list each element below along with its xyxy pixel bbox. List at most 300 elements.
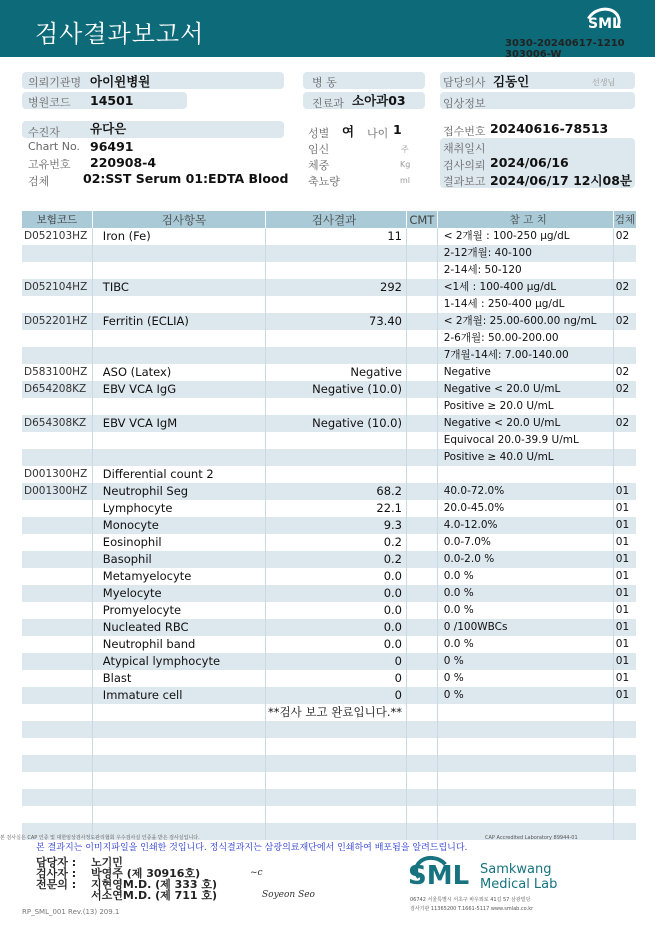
cell-result: 0.2 (266, 551, 407, 568)
urine-unit: ml (400, 176, 411, 185)
cell-result (266, 262, 407, 279)
table-row (22, 551, 636, 568)
table-row (22, 364, 636, 381)
cell-insurance-code: D052104HZ (22, 279, 92, 296)
cell-cmt (406, 517, 437, 534)
cell-test-item: Immature cell (92, 687, 265, 704)
age: 1 (393, 122, 402, 137)
cell-specimen-code (613, 398, 636, 415)
empty-row (22, 789, 636, 806)
cell-specimen-code: 01 (613, 483, 636, 500)
cell-test-item (92, 721, 265, 738)
chart-no: 96491 (90, 139, 134, 154)
cell-specimen-code (613, 296, 636, 313)
cell-test-item: Promyelocyte (92, 602, 265, 619)
cell-specimen-code: 01 (613, 619, 636, 636)
cell-result (266, 789, 407, 806)
table-row (22, 262, 636, 279)
request-label: 검사의뢰 (443, 159, 486, 172)
doctor-suffix: 선생님 (592, 78, 616, 87)
cell-test-item: EBV VCA IgM (92, 415, 265, 432)
cell-specimen-code: 02 (613, 415, 636, 432)
cell-cmt (406, 551, 437, 568)
cell-insurance-code (22, 619, 92, 636)
cell-insurance-code (22, 551, 92, 568)
empty-row (22, 738, 636, 755)
cell-test-item (92, 330, 265, 347)
cell-result: 0.0 (266, 636, 407, 653)
dept: 소아과03 (352, 93, 406, 108)
cell-specimen-code (613, 262, 636, 279)
cell-specimen-code (613, 466, 636, 483)
cell-specimen-code (613, 330, 636, 347)
cell-cmt (406, 347, 437, 364)
cell-reference: 40.0-72.0% (437, 483, 613, 500)
cell-specimen-code (613, 347, 636, 364)
cell-cmt (406, 619, 437, 636)
cell-result: 73.40 (266, 313, 407, 330)
cell-test-item (92, 806, 265, 823)
empty-row (22, 806, 636, 823)
cell-result (266, 806, 407, 823)
table-row (22, 432, 636, 449)
cell-result (266, 823, 407, 840)
cell-insurance-code (22, 738, 92, 755)
staff-role: 전문의 : (36, 878, 77, 891)
company-name-2: Medical Lab (480, 877, 558, 892)
cell-reference: Negative < 20.0 U/mL (437, 381, 613, 398)
cell-insurance-code (22, 721, 92, 738)
cell-specimen-code: 02 (613, 313, 636, 330)
cell-test-item: Myelocyte (92, 585, 265, 602)
report-date: 2024/06/17 12시08분 (490, 173, 633, 188)
cell-reference: 0.0 % (437, 636, 613, 653)
cell-insurance-code (22, 500, 92, 517)
cell-cmt (406, 568, 437, 585)
cell-reference: Equivocal 20.0-39.9 U/mL (437, 432, 613, 449)
cell-specimen-code: 01 (613, 500, 636, 517)
uid-label: 고유번호 (28, 158, 71, 171)
cell-cmt (406, 721, 437, 738)
empty-row (22, 704, 636, 721)
table-row (22, 245, 636, 262)
cell-specimen-code: 01 (613, 602, 636, 619)
report-number (505, 38, 625, 60)
cell-specimen-code: 01 (613, 670, 636, 687)
cell-cmt (406, 772, 437, 789)
cell-cmt (406, 330, 437, 347)
cell-cmt (406, 449, 437, 466)
cell-specimen-code (613, 772, 636, 789)
cell-result (266, 432, 407, 449)
cell-insurance-code (22, 789, 92, 806)
cell-test-item: Ferritin (ECLIA) (92, 313, 265, 330)
cell-result (266, 245, 407, 262)
contact-text: 검사기관 11365200 T.1661-5117 www.smlab.co.kr (410, 906, 534, 912)
staff-role (36, 890, 91, 901)
cell-cmt (406, 245, 437, 262)
cell-specimen-code: 01 (613, 585, 636, 602)
cell-reference: 7개월-14세: 7.00-140.00 (437, 347, 613, 364)
cell-reference: Negative (437, 364, 613, 381)
results-table (22, 211, 636, 840)
cell-reference: Positive ≥ 20.0 U/mL (437, 398, 613, 415)
table-row (22, 466, 636, 483)
cell-reference: 0 /100WBCs (437, 619, 613, 636)
cell-result (266, 466, 407, 483)
cell-specimen-code: 01 (613, 636, 636, 653)
cell-cmt (406, 500, 437, 517)
cell-specimen-code (613, 245, 636, 262)
cell-reference (437, 704, 613, 721)
cell-result (266, 755, 407, 772)
completion-message: **검사 보고 완료입니다.** (266, 704, 407, 721)
cell-reference: 2-14세: 50-120 (437, 262, 613, 279)
table-row (22, 687, 636, 704)
cell-reference (437, 755, 613, 772)
cell-cmt (406, 823, 437, 840)
cell-reference: 0.0-7.0% (437, 534, 613, 551)
table-row (22, 296, 636, 313)
cell-cmt (406, 296, 437, 313)
receipt-no: 20240616-78513 (490, 121, 609, 136)
cell-insurance-code (22, 517, 92, 534)
sml-logo: SML (588, 16, 621, 32)
company-address (410, 896, 533, 914)
cell-specimen-code (613, 755, 636, 772)
cell-result: 0 (266, 687, 407, 704)
cell-cmt (406, 415, 437, 432)
cell-result: 0.0 (266, 619, 407, 636)
table-row (22, 585, 636, 602)
clinical-label: 임상정보 (443, 97, 486, 110)
cell-reference: 0.0-2.0 % (437, 551, 613, 568)
cell-test-item (92, 262, 265, 279)
report-number-line-1: 3030-20240617-1210 (505, 38, 625, 49)
cell-test-item: Monocyte (92, 517, 265, 534)
cell-reference: 1-14세 : 250-400 μg/dL (437, 296, 613, 313)
staff-name: 지현영M.D. (제 333 호) (91, 878, 218, 891)
cell-specimen-code: 01 (613, 517, 636, 534)
collect-label: 채취일시 (443, 142, 486, 155)
revision-text: RP_SML_001 Rev.(13) 209.1 (22, 908, 120, 916)
cell-result (266, 772, 407, 789)
cell-test-item (92, 296, 265, 313)
specimen: 02:SST Serum 01:EDTA Blood (83, 171, 289, 186)
cell-test-item: ASO (Latex) (92, 364, 265, 381)
cell-reference: < 2개월: 25.00-600.00 ng/mL (437, 313, 613, 330)
cell-specimen-code: 01 (613, 653, 636, 670)
cell-insurance-code: D001300HZ (24, 468, 88, 480)
company-name (480, 862, 557, 892)
cell-insurance-code (22, 245, 92, 262)
urine-label: 축뇨량 (308, 175, 340, 188)
cell-test-item (92, 755, 265, 772)
staff-role: 검사자 : (36, 867, 77, 880)
cell-result (266, 347, 407, 364)
cell-reference: < 2개월 : 100-250 μg/dL (437, 228, 613, 245)
cell-cmt (406, 398, 437, 415)
cell-reference: 0 % (437, 653, 613, 670)
cell-specimen-code: 02 (613, 381, 636, 398)
req-org-label: 의뢰기관명 (28, 76, 82, 89)
cell-cmt (406, 364, 437, 381)
table-row (22, 619, 636, 636)
staff-name: 서소연M.D. (제 711 호) (91, 889, 218, 902)
report-title: 검사결과보고서 (35, 20, 205, 48)
cell-insurance-code (22, 534, 92, 551)
col-reference: 참 고 치 (437, 211, 613, 228)
cell-test-item: TIBC (92, 279, 265, 296)
cell-insurance-code (22, 772, 92, 789)
cell-cmt (406, 636, 437, 653)
cell-result: 9.3 (266, 517, 407, 534)
table-row (22, 602, 636, 619)
cell-test-item: Eosinophil (92, 534, 265, 551)
cell-reference: 0 % (437, 670, 613, 687)
cell-result (266, 738, 407, 755)
cell-cmt (406, 432, 437, 449)
cell-cmt (406, 228, 437, 245)
cell-result (266, 449, 407, 466)
cell-result: Negative (10.0) (266, 415, 407, 432)
cell-cmt (406, 313, 437, 330)
table-row (22, 483, 636, 500)
table-row (22, 398, 636, 415)
address-text: 06742 서울특별시 서초구 바우뫼로 41길 57 삼광빌딩 (410, 897, 531, 903)
cell-test-item: Nucleated RBC (92, 619, 265, 636)
cell-insurance-code (22, 704, 92, 721)
table-row (22, 670, 636, 687)
staff-role: 담당자 : (36, 856, 77, 869)
cell-insurance-code: D052201HZ (22, 313, 92, 330)
table-row (22, 313, 636, 330)
cell-reference (437, 721, 613, 738)
cell-specimen-code (613, 704, 636, 721)
cell-insurance-code (22, 806, 92, 823)
sex-label: 성별 (308, 127, 330, 140)
cell-insurance-code: D001300HZ (22, 483, 92, 500)
cell-reference (437, 466, 613, 483)
preg-unit: 주 (401, 145, 409, 154)
col-result: 검사결과 (266, 211, 407, 228)
staff-name: 노기민 (91, 856, 123, 869)
col-insurance-code: 보험코드 (22, 211, 92, 228)
cell-specimen-code: 01 (613, 568, 636, 585)
cell-cmt (406, 687, 437, 704)
cell-reference (437, 789, 613, 806)
table-row (22, 228, 636, 245)
cell-insurance-code: D654208KZ (22, 381, 92, 398)
cell-insurance-code (22, 398, 92, 415)
cell-cmt (406, 483, 437, 500)
cell-specimen-code (613, 721, 636, 738)
cell-insurance-code (22, 432, 92, 449)
empty-row (22, 721, 636, 738)
cell-test-item: Differential count 2 (92, 466, 265, 483)
cell-reference: 0.0 % (437, 602, 613, 619)
staff-name: 박영주 (제 30916호) (91, 867, 201, 880)
cell-specimen-code: 01 (613, 534, 636, 551)
table-row (22, 517, 636, 534)
cell-test-item: Neutrophil band (92, 636, 265, 653)
cell-result: 22.1 (266, 500, 407, 517)
cell-result: 68.2 (266, 483, 407, 500)
cell-reference: 0.0 % (437, 585, 613, 602)
cell-result: Negative (10.0) (266, 381, 407, 398)
cell-reference: Negative < 20.0 U/mL (437, 415, 613, 432)
cell-specimen-code (613, 823, 636, 840)
cell-specimen-code: 02 (613, 364, 636, 381)
cell-insurance-code (22, 347, 92, 364)
cell-test-item: Basophil (92, 551, 265, 568)
table-row (22, 449, 636, 466)
req-org: 아이윈병원 (90, 74, 151, 89)
cell-cmt (406, 789, 437, 806)
preg-label: 임신 (308, 143, 330, 156)
cell-test-item (92, 347, 265, 364)
cell-insurance-code (22, 653, 92, 670)
table-row (22, 500, 636, 517)
signature-1-icon: ~c (250, 868, 263, 878)
table-row (22, 636, 636, 653)
weight-label: 체중 (308, 159, 330, 172)
table-row (22, 279, 636, 296)
empty-row (22, 772, 636, 789)
patient-name: 유다은 (90, 121, 127, 136)
cell-cmt (406, 670, 437, 687)
cell-specimen-code (613, 806, 636, 823)
cell-test-item (92, 398, 265, 415)
cell-specimen-code (613, 738, 636, 755)
cell-insurance-code (22, 670, 92, 687)
cell-insurance-code (22, 296, 92, 313)
cell-specimen-code: 02 (613, 279, 636, 296)
dept-label: 진료과 (312, 97, 344, 110)
doctor: 김동인 (493, 74, 530, 89)
cell-result: Negative (266, 364, 407, 381)
cell-test-item: Lymphocyte (92, 500, 265, 517)
cell-test-item (92, 432, 265, 449)
hosp-code: 14501 (90, 93, 134, 108)
table-row (22, 381, 636, 398)
table-row (22, 653, 636, 670)
cell-result: 0.0 (266, 585, 407, 602)
cell-reference (437, 806, 613, 823)
staff-row (36, 890, 217, 901)
cell-test-item: EBV VCA IgG (92, 381, 265, 398)
cell-result: 11 (266, 228, 407, 245)
cell-cmt (406, 585, 437, 602)
specimen-label: 검체 (28, 175, 50, 188)
cell-test-item (92, 449, 265, 466)
cell-insurance-code (22, 585, 92, 602)
cell-reference: 0 % (437, 687, 613, 704)
cell-test-item (92, 789, 265, 806)
hosp-code-label: 병원코드 (28, 96, 71, 109)
company-name-1: Samkwang (480, 862, 552, 877)
cell-insurance-code (22, 568, 92, 585)
cell-insurance-code (22, 262, 92, 279)
cell-reference: <1세 : 100-400 μg/dL (437, 279, 613, 296)
cell-cmt (406, 806, 437, 823)
cell-reference: Positive ≥ 40.0 U/mL (437, 449, 613, 466)
cell-specimen-code: 02 (613, 228, 636, 245)
cell-result: 0.0 (266, 602, 407, 619)
cell-test-item (92, 245, 265, 262)
staff-list (36, 857, 217, 901)
empty-row (22, 755, 636, 772)
col-specimen: 검체 (613, 211, 636, 228)
cell-insurance-code (22, 602, 92, 619)
cell-result: 0 (266, 670, 407, 687)
cell-specimen-code: 01 (613, 551, 636, 568)
cell-cmt (406, 755, 437, 772)
cell-test-item (92, 738, 265, 755)
cell-insurance-code (22, 449, 92, 466)
cell-result (266, 296, 407, 313)
cell-test-item: Atypical lymphocyte (92, 653, 265, 670)
cell-reference: 4.0-12.0% (437, 517, 613, 534)
table-row (22, 534, 636, 551)
cell-reference (437, 772, 613, 789)
signature-2: Soyeon Seo (262, 890, 315, 900)
cell-reference (437, 738, 613, 755)
cell-cmt (406, 381, 437, 398)
cell-cmt (406, 466, 437, 483)
table-row (22, 347, 636, 364)
cell-test-item: Blast (92, 670, 265, 687)
cell-reference: 2-6개월: 50.00-200.00 (437, 330, 613, 347)
cell-test-item: Iron (Fe) (92, 228, 265, 245)
table-row (22, 330, 636, 347)
cell-test-item: Metamyelocyte (92, 568, 265, 585)
cell-insurance-code: D052103HZ (24, 230, 88, 242)
company-logo: SML (408, 861, 470, 891)
cell-cmt (406, 262, 437, 279)
cell-insurance-code (22, 755, 92, 772)
table-row (22, 415, 636, 432)
certification-text: 본 검사실은 CAP 인증 및 대한임상검사정도관리협회 우수검사실 인증을 받은 검사실입니다. (0, 835, 200, 841)
cell-insurance-code (22, 330, 92, 347)
ward-label: 병 동 (312, 76, 337, 89)
cell-result (266, 330, 407, 347)
patient-label: 수진자 (28, 126, 60, 139)
cell-result (266, 721, 407, 738)
cell-result: 0.0 (266, 568, 407, 585)
cell-specimen-code (613, 449, 636, 466)
cell-insurance-code: D583100HZ (24, 366, 88, 378)
col-cmt: CMT (406, 211, 437, 228)
cell-test-item (92, 772, 265, 789)
cell-cmt (406, 704, 437, 721)
request-date: 2024/06/16 (490, 155, 569, 170)
cell-cmt (406, 534, 437, 551)
cell-specimen-code (613, 789, 636, 806)
cell-reference: 0.0 % (437, 568, 613, 585)
cap-text: CAP Accredited Laboratory 89944-01 (485, 835, 578, 841)
cell-result: 0 (266, 653, 407, 670)
cell-cmt (406, 653, 437, 670)
cell-test-item: Neutrophil Seg (92, 483, 265, 500)
cell-result: 292 (266, 279, 407, 296)
age-label: 나이 (367, 127, 389, 140)
receipt-label: 접수번호 (443, 125, 486, 138)
cell-result: 0.2 (266, 534, 407, 551)
cell-reference: 20.0-45.0% (437, 500, 613, 517)
cell-reference: 2-12개월: 40-100 (437, 245, 613, 262)
cell-insurance-code (22, 636, 92, 653)
